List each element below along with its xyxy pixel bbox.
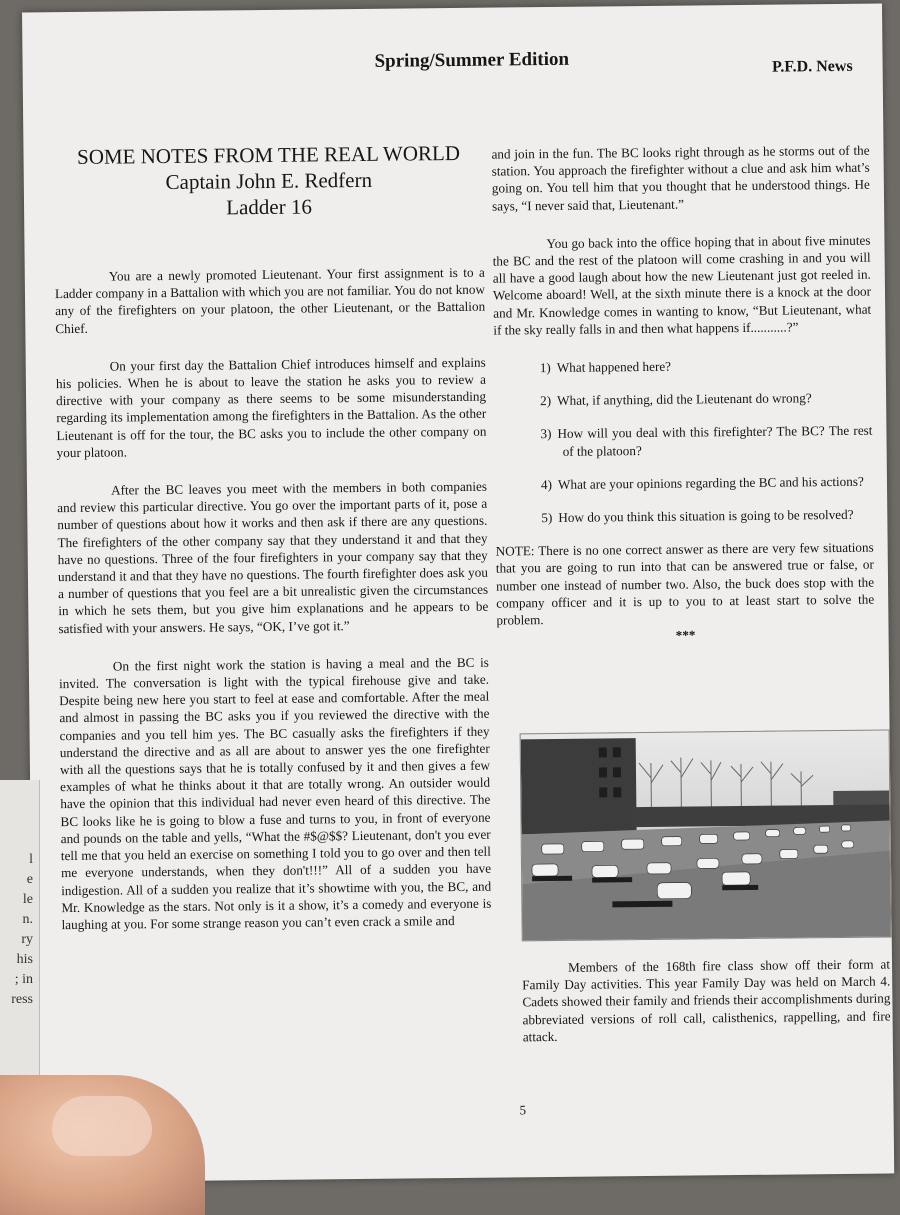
- article-title-block: [53, 140, 484, 222]
- fragment: e: [26, 872, 33, 887]
- question-item: [541, 472, 873, 493]
- fragment: ry: [21, 932, 33, 947]
- question-number: 5): [541, 510, 553, 526]
- question-text: How do you think this situation is going to be resolved?: [558, 506, 854, 525]
- left-column: [53, 140, 491, 955]
- fragment: le: [22, 892, 33, 907]
- newsletter-page: [22, 3, 894, 1182]
- paragraph: After the BC leaves you meet with the members in both companies and review this particular directive. You go over the important parts of it, pose a number of questions about how it works and then ask if there are any questions. The firefighters of the other company say that they understand it and that they have no questions. Three of the four firefighters in your company say that they understand it and that they have no questions. The fourth firefighter does ask you a number of questions that you feel are a bit unrealistic given the circumstances in which he sets them, but you give him explanations and he appears to be satisfied with your answers. He says, “OK, I’ve got it.”: [57, 478, 489, 636]
- article-title: SOME NOTES FROM THE REAL WORLD: [76, 140, 461, 169]
- fragment: ; in: [14, 972, 33, 987]
- fragment: his: [16, 952, 33, 967]
- question-item: [540, 389, 872, 410]
- question-number: 3): [540, 426, 552, 442]
- article-note: NOTE: There is no one correct answer as there are very few situations that you are going to run into that can be answered true or false, or number one instead of number two. Also, the buck does stop with the company officer and it is up to you to at least start to solve the problem.: [495, 539, 875, 628]
- fragment: ress: [11, 992, 33, 1007]
- paragraph: You are a newly promoted Lieutenant. Your first assignment is to a Ladder company in a Battalion with which you are not familiar. You do not know any of the firefighters on your platoon, the other Lieutenant, or the Battalion Chief.: [54, 264, 486, 336]
- question-text: How will you deal with this firefighter? The BC? The rest of the platoon?: [557, 423, 873, 459]
- article-author: Captain John E. Redfern: [165, 167, 373, 195]
- cadets-photo: [520, 729, 892, 941]
- paragraph: You go back into the office hoping that in about five minutes the BC and the rest of the platoon will come crashing in and you will all have a good laugh about how the new Lieutenant just got reeled in. Welcome aboard! Well, at the sixth minute there is a knock at the door and Mr. Knowledge comes in wanting to know, “But Lieutenant, what if the sky really falls in and then what happens if...........?”: [492, 232, 872, 338]
- photo-caption: [522, 955, 891, 1045]
- thumbnail-nail: [52, 1096, 152, 1156]
- fragment: n.: [22, 912, 33, 927]
- photo-caption-text: Members of the 168th fire class show off their form at Family Day activities. This year Family Day was held on March 4. Cadets showed their family and friends their accomplishments during abbreviated versions of roll call, calisthenics, rappelling, and fire attack.: [522, 956, 891, 1045]
- article-unit: Ladder 16: [226, 194, 313, 220]
- publication-name: P.F.D. News: [771, 57, 853, 76]
- paragraph: On your first day the Battalion Chief introduces himself and explains his policies. When he is about to leave the station he asks you to review a directive with your company as there seems to be some misunderstanding regarding its implementation among the firefighters in the Battalion. As the other Lieutenant is off for the tour, the BC asks you to include the other company on your platoon.: [55, 354, 487, 460]
- question-item: [540, 422, 872, 460]
- paragraph: and join in the fun. The BC looks right through as he storms out of the station. You approach the firefighter without a clue and ask him what’s going on. You tell him that you thought that he understood things. He says, “I never said that, Lieutenant.”: [491, 142, 870, 214]
- question-text: What are your opinions regarding the BC and his actions?: [557, 473, 864, 492]
- question-number: 1): [539, 360, 551, 376]
- paragraph: On the first night work the station is having a meal and the BC is invited. The conversation is light with the typical firehouse give and take. Despite being new here you start to feel at ease and comfortable. After the meal and almost in passing the BC asks you if you reviewed the directive with the companies and you tell him yes. The BC casually asks the firefighters if they understand the directive and as all are about to answer yes the one firefighter with all the questions says that he is totally confused by it and then gives a few examples of what he thinks about it that are totally wrong. An outsider would have the opinion that this individual had never even heard of this directive. The BC looks like he is going to blow a fuse and turns to you, in front of everyone and pounds on the table and yells, “What the #$@$$? Lieutenant, don't you ever tell me that you held an exercise on something I told you to go over and then tell me everyone understands, when they don't!!!” All of a sudden you have indigestion. All of a sudden you realize that it’s showtime with you, the BC, and Mr. Knowledge as the stars. Not only is it a show, it’s a comedy and everyone is laughing at you. For some strange reason you can’t even crack a smile and: [58, 654, 492, 933]
- question-text: What, if anything, did the Lieutenant do wrong?: [557, 390, 812, 409]
- question-number: 2): [540, 393, 552, 409]
- fragment: l: [29, 852, 33, 867]
- photo-illustration: [521, 730, 891, 940]
- edition-header: Spring/Summer Edition: [374, 48, 570, 72]
- question-number: 4): [540, 476, 553, 492]
- page-number: 5: [519, 1102, 527, 1118]
- question-item: [541, 506, 873, 527]
- question-item: [540, 356, 872, 377]
- question-text: What happened here?: [556, 358, 672, 375]
- right-column: [491, 142, 874, 652]
- section-separator: ***: [675, 627, 696, 643]
